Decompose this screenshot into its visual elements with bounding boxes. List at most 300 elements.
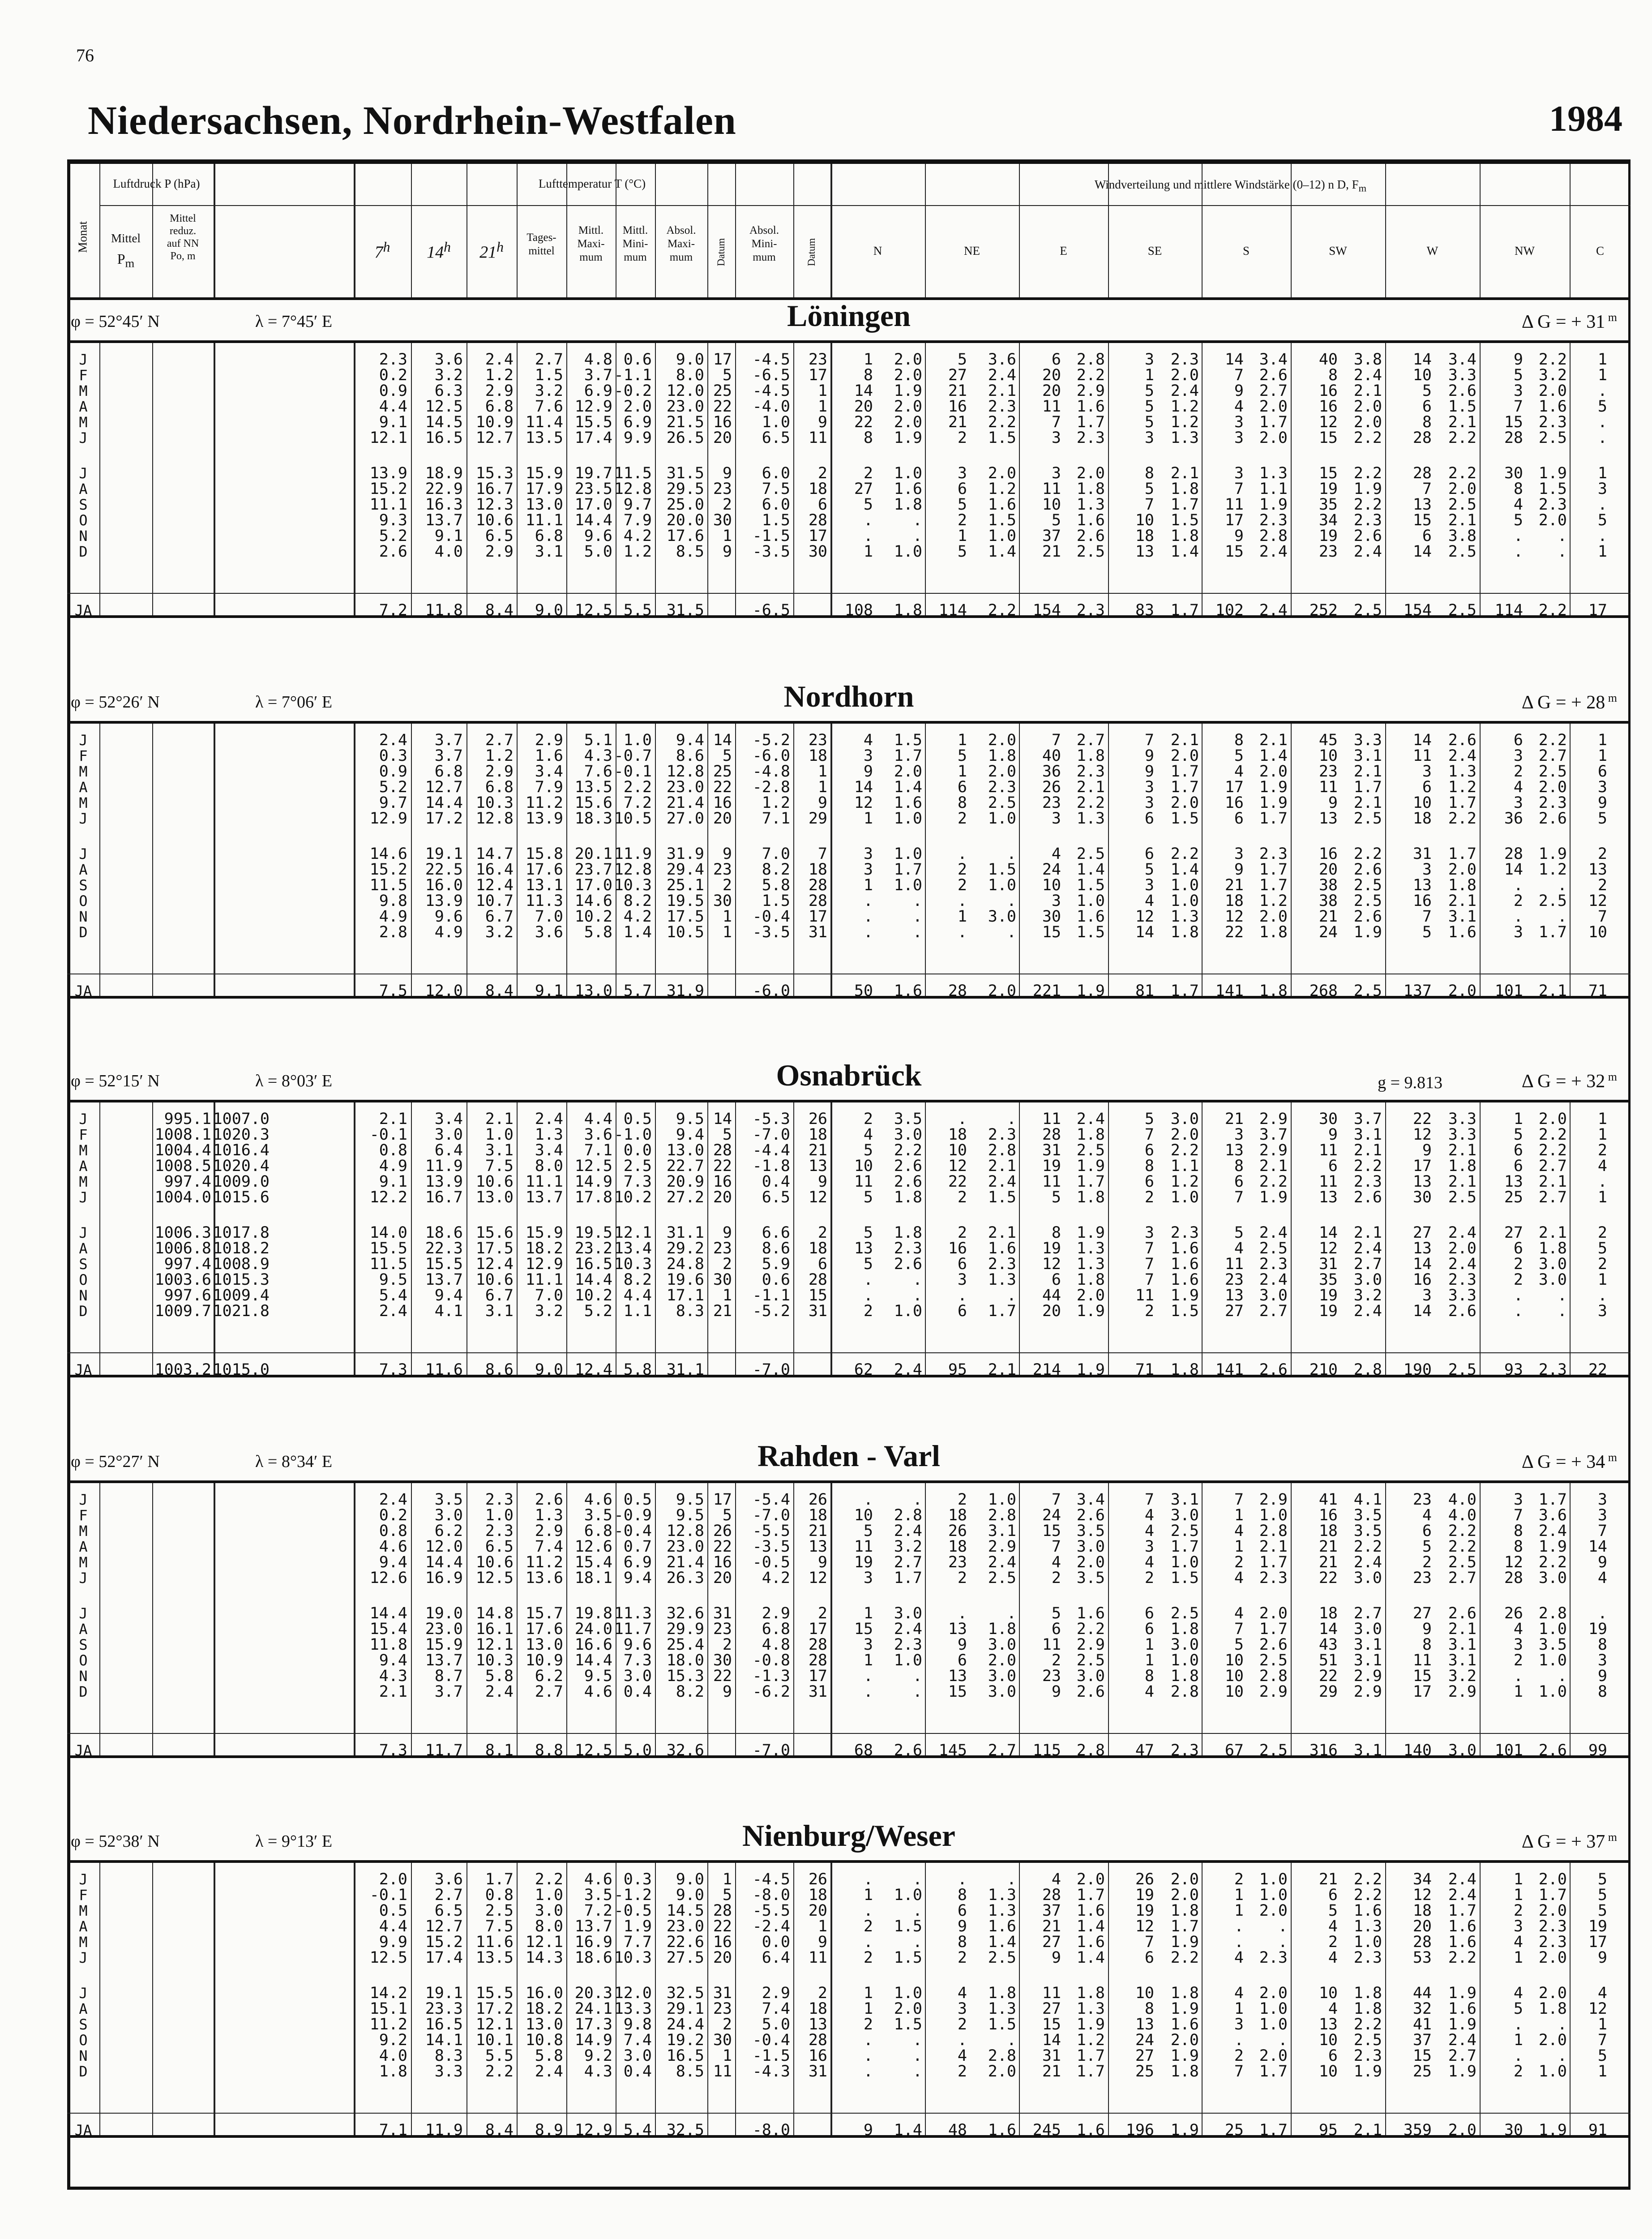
month-row-cell: 3.2: [434, 366, 463, 384]
month-row-cell: 11.2: [369, 2016, 407, 2033]
month-row-cell: 1008.1: [154, 1126, 211, 1144]
annual-row-label: JA: [74, 1742, 92, 1759]
month-row-cell: 1.6: [1448, 1933, 1477, 1951]
month-row-cell: 15.8: [525, 845, 563, 863]
month-row-cell: -5.5: [752, 1522, 790, 1540]
month-row-cell: 9: [1328, 1126, 1338, 1144]
month-row-cell: 1004.0: [154, 1188, 211, 1206]
month-row-cell: 1017.8: [213, 1224, 270, 1242]
month-row-cell: 3.5: [584, 1886, 612, 1904]
month-row-cell: 4.6: [584, 1870, 612, 1888]
annual-row-cell: 68: [854, 1741, 873, 1759]
month-row-cell: 3: [1051, 892, 1061, 910]
month-row-cell: 6: [1051, 1620, 1061, 1638]
month-row-cell: 2.8: [1076, 351, 1105, 369]
month-row-cell: 2.2: [1538, 731, 1567, 749]
month-row-cell: 3.1: [988, 1522, 1016, 1540]
month-row-cell: 9: [863, 763, 873, 781]
delta-g-label: Δ G = + 32 $^m$: [1521, 1070, 1617, 1092]
annual-row-cell: 8.1: [485, 1741, 514, 1759]
month-row-cell: 2.6: [894, 1255, 922, 1273]
month-row-cell: 18: [808, 1886, 827, 1904]
month-row-cell: 2.0: [1538, 1902, 1567, 1920]
month-row-cell: -4.3: [752, 2063, 790, 2080]
month-row-cell: 11: [1412, 1651, 1432, 1669]
annual-row-cell: 7.2: [379, 601, 407, 619]
month-row-cell: 14: [1135, 923, 1154, 941]
month-row-cell: 11: [1042, 398, 1061, 416]
month-row-cell: 2.1: [1170, 731, 1199, 749]
month-row-cell: 14.5: [425, 413, 463, 431]
annual-row-cell: 13.0: [574, 982, 612, 1000]
month-row-cell: 15.5: [425, 1255, 463, 1273]
month-row-cell: 3.6: [1538, 1506, 1567, 1524]
annual-row-cell: 1.4: [894, 2121, 922, 2139]
month-row-cell: 1.8: [1170, 2063, 1199, 2080]
month-row-cell: 27.0: [666, 810, 704, 828]
month-row-cell: 3: [1597, 480, 1607, 498]
month-row-cell: 1: [957, 731, 967, 749]
month-row-cell: -6.0: [752, 747, 790, 765]
month-row-cell: 1.6: [1448, 1917, 1477, 1935]
annual-row-cell: -6.5: [752, 601, 790, 619]
month-row-cell: 1.7: [1076, 2047, 1105, 2065]
month-row-cell: 12: [1318, 1240, 1338, 1257]
month-row-cell: 10: [1042, 876, 1061, 894]
month-row-cell: 1: [722, 1287, 732, 1304]
month-row-cell: 12.1: [475, 1636, 514, 1654]
column-rule: [1570, 1863, 1571, 2135]
month-row-label: D: [79, 1683, 88, 1700]
month-row-cell: 1.0: [988, 527, 1016, 545]
month-row-label: J: [79, 1570, 88, 1587]
month-row-cell: 1020.4: [213, 1157, 270, 1175]
month-row-cell: 4.0: [379, 2047, 407, 2065]
month-row-cell: 13.7: [425, 511, 463, 529]
month-row-cell: 2.0: [1170, 794, 1199, 812]
month-row-cell: .: [863, 1667, 873, 1685]
month-row-cell: 1.6: [1076, 511, 1105, 529]
month-row-cell: 28: [808, 511, 827, 529]
month-row-cell: 1: [863, 543, 873, 561]
month-row-cell: 1.8: [379, 2063, 407, 2080]
month-row-cell: 18: [948, 1126, 967, 1144]
month-row-cell: 6: [1513, 731, 1523, 749]
month-row-label: J: [79, 465, 88, 482]
month-row-cell: 15.6: [574, 794, 612, 812]
month-row-cell: 1.9: [1170, 1287, 1199, 1304]
month-row-cell: 8.3: [676, 1302, 704, 1320]
month-row-cell: 1: [1234, 1506, 1244, 1524]
month-row-cell: 2.8: [988, 1506, 1016, 1524]
month-row-cell: 17.6: [525, 861, 563, 879]
column-rule: [99, 1863, 100, 2135]
annual-row-cell: 11.7: [425, 1741, 463, 1759]
month-row-cell: 2.7: [1538, 747, 1567, 765]
month-row-cell: 29.9: [666, 1620, 704, 1638]
month-row-cell: 14.4: [425, 1553, 463, 1571]
month-row-cell: 11.9: [614, 845, 652, 863]
month-row-cell: 7.1: [584, 1141, 612, 1159]
annual-row-cell: 12.9: [574, 2121, 612, 2139]
month-row-cell: 2.1: [1538, 1173, 1567, 1191]
month-row-cell: 43: [1318, 1636, 1338, 1654]
month-row-cell: 2.5: [1538, 429, 1567, 447]
month-row-cell: 1016.4: [213, 1141, 270, 1159]
month-row-cell: 15.3: [666, 1667, 704, 1685]
month-row-cell: 7.0: [762, 845, 790, 863]
month-row-cell: 3.3: [1448, 366, 1477, 384]
month-row-cell: 19.8: [574, 1604, 612, 1622]
month-row-cell: 2.2: [1353, 1886, 1382, 1904]
month-row-cell: 0.9: [379, 382, 407, 400]
month-row-cell: 21: [948, 382, 967, 400]
month-row-cell: 2.7: [1538, 1157, 1567, 1175]
annual-row-cell: 2.4: [894, 1361, 922, 1379]
month-row-cell: 30: [808, 543, 827, 561]
month-row-cell: 8.2: [623, 892, 652, 910]
month-row-cell: 2: [863, 1917, 873, 1935]
month-row-cell: 13: [1224, 1141, 1244, 1159]
month-row-cell: 5.8: [485, 1667, 514, 1685]
month-row-cell: 1.5: [762, 892, 790, 910]
column-rule: [925, 1863, 926, 2135]
month-row-cell: 6: [817, 1255, 827, 1273]
month-row-cell: 15.9: [425, 1636, 463, 1654]
month-row-cell: 9.5: [676, 1110, 704, 1128]
month-row-cell: 31.9: [666, 845, 704, 863]
month-row-cell: 3: [1051, 464, 1061, 482]
column-rule: [152, 1483, 153, 1755]
month-row-cell: 12: [1135, 1917, 1154, 1935]
month-row-cell: 2.4: [1170, 382, 1199, 400]
month-row-cell: 6: [1144, 810, 1154, 828]
month-row-cell: 1.0: [894, 876, 922, 894]
column-rule: [830, 1483, 832, 1755]
month-row-cell: 0.5: [623, 1491, 652, 1509]
month-row-cell: 8.0: [676, 366, 704, 384]
month-row-cell: 19: [1042, 1240, 1061, 1257]
month-row-cell: 3: [1234, 429, 1244, 447]
month-row-cell: 1.6: [1076, 398, 1105, 416]
month-row-cell: .: [912, 2047, 922, 2065]
month-row-cell: 2.0: [1353, 398, 1382, 416]
month-row-cell: 6.8: [434, 763, 463, 781]
month-row-cell: 2.0: [1259, 2047, 1288, 2065]
month-row-cell: 8: [1144, 1157, 1154, 1175]
month-row-cell: 1009.7: [154, 1302, 211, 1320]
month-row-cell: 6.7: [485, 908, 514, 926]
month-row-cell: 10.3: [614, 1255, 652, 1273]
month-row-cell: 27: [1135, 2047, 1154, 2065]
month-row-cell: 4: [1144, 892, 1154, 910]
month-row-cell: 9.6: [584, 527, 612, 545]
annual-separator: [67, 2113, 1631, 2114]
month-row-cell: 12.1: [369, 429, 407, 447]
month-row-cell: 2.7: [535, 351, 563, 369]
month-row-label: N: [79, 1287, 88, 1304]
month-row-cell: 12: [1042, 1255, 1061, 1273]
month-row-cell: 14.4: [574, 1651, 612, 1669]
annual-row-cell: 2.8: [1076, 1741, 1105, 1759]
month-row-cell: 31: [713, 1604, 732, 1622]
month-row-cell: 5.0: [762, 2016, 790, 2033]
month-row-cell: 25: [713, 763, 732, 781]
month-row-cell: 2.4: [379, 1491, 407, 1509]
column-header: [67, 164, 1631, 300]
header-dir-w: W: [1426, 244, 1438, 257]
month-row-cell: 14: [1412, 1302, 1432, 1320]
month-row-cell: 2.0: [988, 1651, 1016, 1669]
month-row-cell: 4: [1144, 1683, 1154, 1701]
month-row-cell: .: [1006, 923, 1016, 941]
month-row-cell: 2: [722, 496, 732, 514]
station-table: [67, 1480, 1631, 1758]
month-row-cell: 10.6: [475, 1271, 514, 1289]
month-row-cell: 6.5: [762, 1188, 790, 1206]
column-rule: [1385, 1102, 1386, 1375]
month-row-label: F: [79, 367, 88, 384]
month-row-cell: 7.2: [584, 1902, 612, 1920]
page-number: 76: [76, 45, 94, 65]
month-row-cell: 10: [1042, 496, 1061, 514]
month-row-cell: 3.8: [1353, 351, 1382, 369]
month-row-cell: 10: [1318, 1984, 1338, 2002]
annual-row-cell: 2.5: [1353, 982, 1382, 1000]
month-row-cell: 2.3: [1353, 1173, 1382, 1191]
delta-g-label: Δ G = + 28 $^m$: [1521, 691, 1617, 713]
month-row-cell: 1.8: [1170, 1984, 1199, 2002]
month-row-cell: 15: [1412, 2047, 1432, 2065]
month-row-cell: 7: [1144, 1491, 1154, 1509]
month-row-cell: 1.7: [894, 1569, 922, 1587]
annual-row-cell: 141: [1215, 982, 1244, 1000]
annual-row-cell: 95: [1318, 2121, 1338, 2139]
annual-row-cell: 140: [1403, 1741, 1432, 1759]
column-rule: [735, 1102, 736, 1375]
month-row-cell: 1.0: [894, 464, 922, 482]
month-row-cell: 21: [1318, 1538, 1338, 1556]
month-row-cell: 8.7: [434, 1667, 463, 1685]
month-row-cell: 29.4: [666, 861, 704, 879]
month-row-cell: 6: [957, 1255, 967, 1273]
month-row-cell: 12.2: [369, 1188, 407, 1206]
month-row-cell: 1.9: [894, 382, 922, 400]
month-row-cell: 13.9: [525, 810, 563, 828]
month-row-cell: 12: [1588, 892, 1607, 910]
month-row-cell: 1008.9: [213, 1255, 270, 1273]
month-row-cell: .: [1513, 527, 1523, 545]
month-row-cell: 13.0: [525, 1636, 563, 1654]
month-row-cell: 1.2: [1076, 2031, 1105, 2049]
month-row-cell: 2.9: [1448, 1683, 1477, 1701]
month-row-cell: 21: [1224, 876, 1244, 894]
annual-row-cell: 8.9: [535, 2121, 563, 2139]
month-row-cell: 3: [1513, 747, 1523, 765]
annual-row-cell: 1.8: [1259, 982, 1288, 1000]
month-row-cell: 2.4: [894, 1522, 922, 1540]
month-row-cell: 11.1: [525, 1271, 563, 1289]
month-row-cell: 9.5: [676, 1491, 704, 1509]
month-row-cell: 1.7: [988, 1302, 1016, 1320]
annual-row-label: JA: [74, 982, 92, 999]
month-row-cell: 22: [1412, 1110, 1432, 1128]
month-row-cell: .: [1557, 527, 1567, 545]
month-row-cell: 19: [854, 1553, 873, 1571]
month-row-cell: 12.1: [614, 1224, 652, 1242]
month-row-cell: -3.5: [752, 543, 790, 561]
month-row-cell: 13.7: [574, 1917, 612, 1935]
month-row-cell: 14.8: [475, 1604, 514, 1622]
month-row-cell: 8.3: [434, 2047, 463, 2065]
month-row-cell: 4: [1051, 845, 1061, 863]
month-row-cell: 12.8: [614, 861, 652, 879]
month-row-cell: -6.2: [752, 1683, 790, 1701]
month-row-cell: 23: [948, 1553, 967, 1571]
month-row-cell: 5: [1051, 1604, 1061, 1622]
month-row-cell: 32: [1412, 2000, 1432, 2018]
month-row-cell: 31: [808, 923, 827, 941]
month-row-label: N: [79, 528, 88, 545]
column-rule: [793, 1863, 794, 2135]
station-section: [67, 1055, 1631, 1377]
month-row-cell: .: [957, 1110, 967, 1128]
month-row-cell: 3: [1513, 794, 1523, 812]
month-row-cell: 1.3: [535, 1126, 563, 1144]
month-row-cell: 10.3: [614, 1949, 652, 1967]
annual-row-cell: 5.8: [623, 1361, 652, 1379]
month-row-cell: 2.1: [1259, 1538, 1288, 1556]
month-row-cell: .: [1557, 2047, 1567, 2065]
month-row-cell: 14.6: [574, 892, 612, 910]
month-row-cell: 5: [722, 366, 732, 384]
column-rule: [1019, 343, 1020, 615]
month-row-cell: 17.2: [425, 810, 463, 828]
month-row-cell: 13: [1135, 543, 1154, 561]
month-row-cell: .: [957, 845, 967, 863]
month-row-cell: 1: [1597, 731, 1607, 749]
month-row-cell: 4.1: [1353, 1491, 1382, 1509]
month-row-cell: 1021.8: [213, 1302, 270, 1320]
month-row-cell: 18.2: [525, 1240, 563, 1257]
month-row-cell: 8: [863, 366, 873, 384]
month-row-cell: 6.5: [485, 527, 514, 545]
month-row-cell: 11.9: [425, 1157, 463, 1175]
month-row-cell: 1.4: [1259, 747, 1288, 765]
month-row-cell: 26: [948, 1522, 967, 1540]
month-row-cell: 4.2: [623, 527, 652, 545]
month-row-cell: 22: [1318, 1667, 1338, 1685]
month-row-cell: 3.8: [1448, 527, 1477, 545]
month-row-cell: 25.0: [666, 496, 704, 514]
month-row-cell: 4: [1328, 1917, 1338, 1935]
month-row-cell: 2.1: [1076, 778, 1105, 796]
month-row-cell: 5: [863, 496, 873, 514]
month-row-cell: 3.1: [1448, 1651, 1477, 1669]
month-row-cell: 18.6: [574, 1949, 612, 1967]
column-rule: [99, 1102, 100, 1375]
month-row-cell: 12.5: [369, 1949, 407, 1967]
month-row-cell: 1.5: [988, 861, 1016, 879]
month-row-cell: 22.6: [666, 1933, 704, 1951]
month-row-cell: 2: [1597, 1255, 1607, 1273]
month-row-cell: 17.4: [425, 1949, 463, 1967]
month-row-cell: 2.1: [1353, 794, 1382, 812]
month-row-cell: -0.1: [369, 1126, 407, 1144]
month-row-cell: -3.5: [752, 923, 790, 941]
month-row-cell: .: [863, 2063, 873, 2080]
month-row-cell: 9.4: [379, 1651, 407, 1669]
month-row-cell: 1.0: [1170, 892, 1199, 910]
month-row-cell: 26: [1135, 1870, 1154, 1888]
month-row-cell: 9: [722, 1683, 732, 1701]
month-row-cell: 1.8: [1076, 480, 1105, 498]
month-row-cell: 1.3: [988, 1886, 1016, 1904]
month-row-cell: 9: [1422, 1141, 1432, 1159]
month-row-cell: 1.9: [1448, 2063, 1477, 2080]
annual-row-cell: 62: [854, 1361, 873, 1379]
column-rule: [707, 724, 708, 996]
month-row-cell: 3.7: [434, 747, 463, 765]
month-row-cell: 2.5: [988, 1949, 1016, 1967]
month-row-cell: -0.4: [614, 1522, 652, 1540]
month-row-cell: 1.7: [894, 861, 922, 879]
annual-row-cell: 1.7: [1259, 2121, 1288, 2139]
month-row-label: A: [79, 861, 88, 878]
month-row-cell: 1.9: [623, 1917, 652, 1935]
month-row-cell: 14.4: [574, 1271, 612, 1289]
month-row-cell: 12: [1135, 908, 1154, 926]
month-row-cell: -4.5: [752, 382, 790, 400]
month-row-cell: 1.3: [1353, 1917, 1382, 1935]
month-row-cell: .: [957, 2031, 967, 2049]
month-row-cell: 3.0: [1170, 1506, 1199, 1524]
month-row-cell: 2.4: [1448, 1224, 1477, 1242]
month-row-cell: 5.2: [379, 527, 407, 545]
month-row-cell: 3: [1234, 413, 1244, 431]
month-row-cell: -2.8: [752, 778, 790, 796]
month-row-cell: 19: [1135, 1902, 1154, 1920]
month-row-cell: 1.2: [1448, 778, 1477, 796]
column-rule: [1385, 343, 1386, 615]
month-row-cell: 1.5: [1170, 1302, 1199, 1320]
month-row-cell: 10.3: [475, 794, 514, 812]
month-row-cell: 2.8: [1259, 1522, 1288, 1540]
month-row-cell: .: [912, 1667, 922, 1685]
annual-row-cell: 316: [1309, 1741, 1338, 1759]
month-row-cell: 1.8: [988, 1620, 1016, 1638]
column-rule: [214, 1483, 215, 1755]
month-row-cell: 3.7: [1259, 1126, 1288, 1144]
month-row-cell: 9: [722, 1224, 732, 1242]
month-row-cell: 22: [948, 1173, 967, 1191]
month-row-cell: .: [1597, 382, 1607, 400]
month-row-label: N: [79, 1668, 88, 1685]
month-row-cell: 1.8: [1076, 1126, 1105, 1144]
month-row-cell: 3.1: [1353, 1651, 1382, 1669]
column-rule: [411, 343, 412, 615]
month-row-cell: 28: [1504, 429, 1523, 447]
month-row-cell: 5: [1234, 747, 1244, 765]
month-row-cell: 8.6: [676, 747, 704, 765]
annual-row-cell: 214: [1032, 1361, 1061, 1379]
month-row-cell: 2: [722, 876, 732, 894]
month-row-cell: 2.3: [1353, 2047, 1382, 2065]
month-row-cell: 24.0: [574, 1620, 612, 1638]
month-row-cell: 1: [722, 908, 732, 926]
month-row-cell: .: [1006, 1870, 1016, 1888]
month-row-cell: 2.2: [894, 1141, 922, 1159]
